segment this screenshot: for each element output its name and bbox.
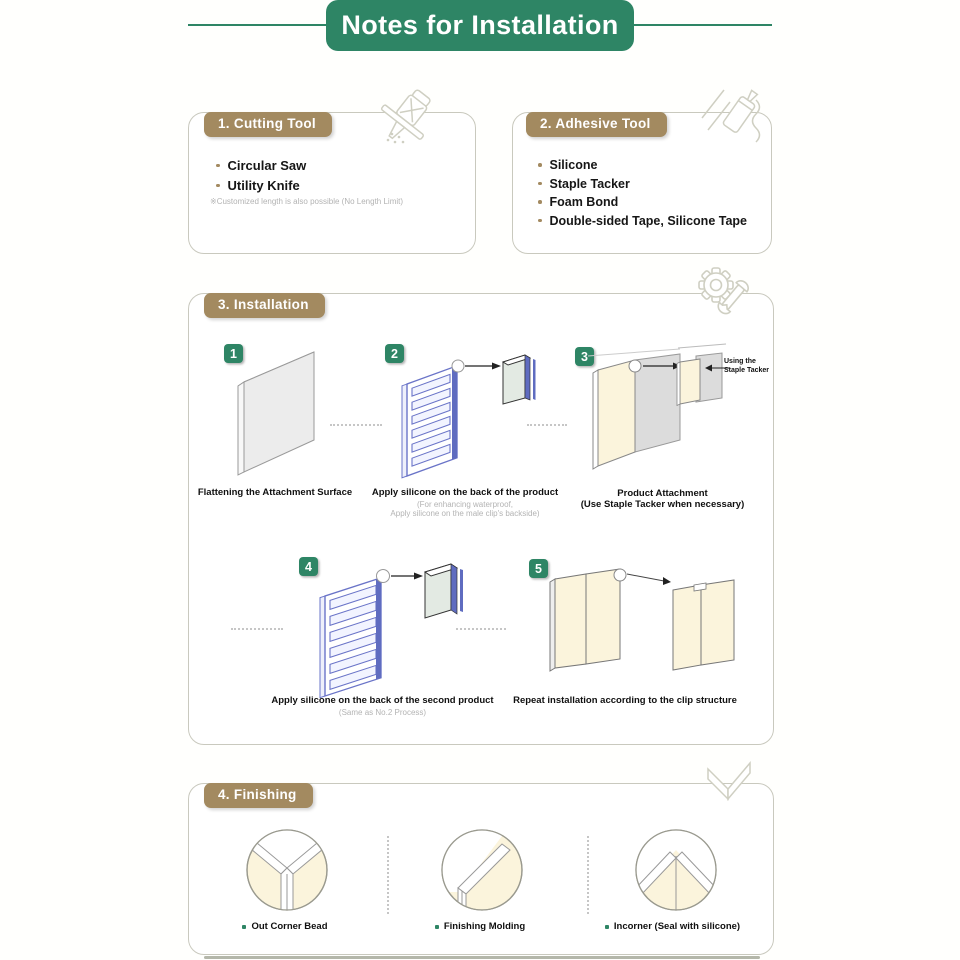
bullet-dot-icon: [538, 182, 542, 186]
list-item: [538, 195, 747, 209]
step5-caption: Repeat installation according to the clip structure: [513, 695, 737, 706]
step2-note: (For enhancing waterproof,: [416, 500, 514, 509]
annotation-line: Using the: [724, 358, 756, 365]
bullet-dot-icon: [605, 925, 609, 929]
list-item: [538, 214, 747, 228]
dotted-divider: [387, 836, 389, 914]
list-item: [538, 177, 747, 191]
step-number-4: 4: [299, 557, 318, 576]
out-corner-bead-illustration: [243, 826, 331, 914]
cutting-tool-list: [216, 158, 306, 198]
label-text: Incorner (Seal with silicone): [613, 921, 741, 932]
cutting-tool-heading: 1. Cutting Tool: [204, 112, 332, 137]
step4-silicone-illustration: [303, 556, 465, 698]
bullet-dot-icon: [538, 200, 542, 204]
list-item-label: Silicone: [549, 158, 598, 172]
step1-caption: Flattening the Attachment Surface: [197, 487, 353, 498]
cutting-note: ※Customized length is also possible (No Length Limit): [210, 197, 404, 206]
page-title: Notes for Installation: [326, 0, 634, 51]
step1-panel-illustration: [228, 348, 328, 478]
bottom-rule: [204, 956, 760, 959]
finishing-heading: 4. Finishing: [204, 783, 313, 808]
list-item-label: Foam Bond: [549, 195, 619, 209]
dotted-separator: [456, 628, 506, 630]
dotted-divider: [587, 836, 589, 914]
step-number-2: 2: [385, 344, 404, 363]
label-text: Finishing Molding: [443, 921, 526, 932]
step4-note: (Same as No.2 Process): [338, 708, 427, 717]
incorner-illustration: [632, 826, 720, 914]
step5-repeat-illustration: [538, 560, 748, 698]
finishing-item-label: [205, 921, 365, 932]
step4-caption: Apply silicone on the back of the second product: [271, 695, 494, 706]
list-item-label: Circular Saw: [227, 158, 307, 173]
caulk-gun-icon: [698, 84, 768, 150]
list-item: [216, 158, 306, 173]
step-number-3: 3: [575, 347, 594, 366]
dotted-separator: [527, 424, 567, 426]
annotation-line: Staple Tacker: [724, 367, 770, 374]
step3-caption-2: (Use Staple Tacker when necessary): [580, 499, 745, 510]
step3-attachment-illustration: [580, 340, 730, 490]
step2-note: Apply silicone on the male clip's backside): [390, 509, 540, 518]
bullet-dot-icon: [435, 925, 439, 929]
list-item: [538, 158, 747, 172]
step2-silicone-illustration: [382, 346, 538, 482]
finishing-item-label: [400, 921, 560, 932]
utility-knife-icon: [376, 88, 440, 150]
bullet-dot-icon: [242, 925, 246, 929]
gear-wrench-icon: [690, 261, 754, 325]
list-item: [216, 178, 306, 193]
finishing-item-label: [570, 921, 775, 932]
installation-heading: 3. Installation: [204, 293, 325, 318]
step2-caption: Apply silicone on the back of the product: [371, 487, 559, 498]
finishing-molding-illustration: [438, 826, 526, 914]
label-text: Out Corner Bead: [251, 921, 328, 932]
list-item-label: Double-sided Tape, Silicone Tape: [549, 213, 747, 228]
adhesive-tool-heading: 2. Adhesive Tool: [526, 112, 667, 137]
step-number-1: 1: [224, 344, 243, 363]
dotted-separator: [330, 424, 382, 426]
bullet-dot-icon: [216, 184, 220, 188]
step-number-5: 5: [529, 559, 548, 578]
list-item-label: Utility Knife: [227, 178, 300, 193]
corner-bead-icon: [698, 757, 756, 813]
bullet-dot-icon: [538, 219, 542, 223]
adhesive-tool-list: [538, 158, 747, 232]
bullet-dot-icon: [216, 164, 220, 168]
step3-annotation: [724, 357, 776, 375]
step3-caption: Product Attachment: [617, 488, 708, 499]
dotted-separator: [231, 628, 283, 630]
list-item-label: Staple Tacker: [549, 176, 630, 191]
bullet-dot-icon: [538, 163, 542, 167]
